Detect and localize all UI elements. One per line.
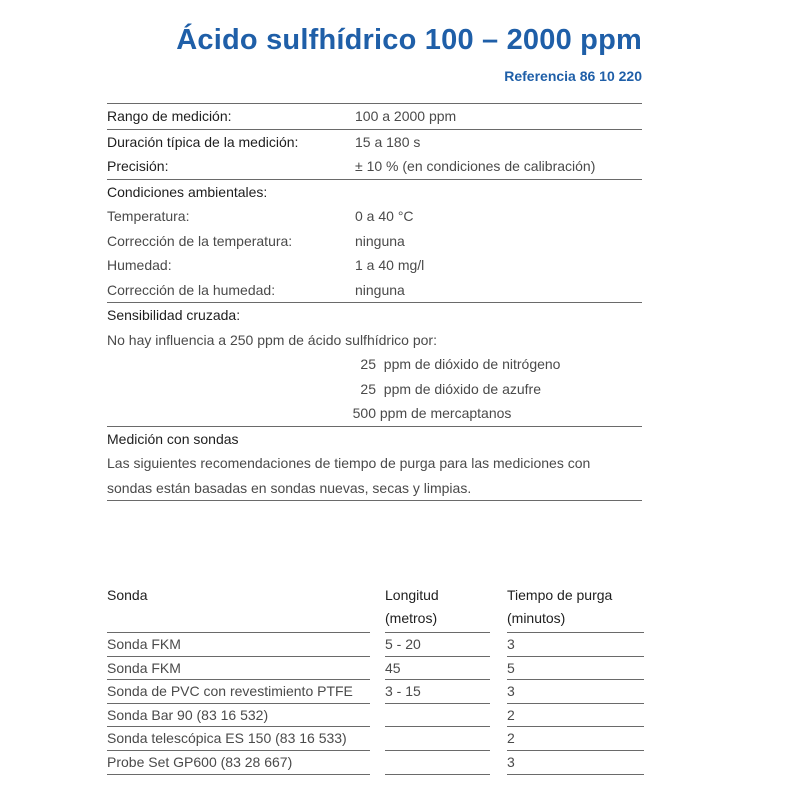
length-cell: 3 - 15 <box>385 679 490 703</box>
purge-time-cell: 3 <box>507 679 644 703</box>
spec-label: Humedad: <box>107 257 172 273</box>
spec-label: Corrección de la temperatura: <box>107 232 293 249</box>
spec-value: ± 10 % (en condiciones de calibración) <box>355 158 596 174</box>
probe-measurement-text: sondas están basadas en sondas nuevas, secas y limpias. <box>107 476 642 502</box>
probe-cell: Probe Set GP600 (83 28 667) <box>107 750 370 775</box>
probe-cell: Sonda Bar 90 (83 16 532) <box>107 703 370 727</box>
purge-time-cell: 5 <box>507 656 644 680</box>
probe-purge-table <box>107 584 647 773</box>
length-cell <box>385 703 490 727</box>
purge-time-cell: 2 <box>507 703 644 727</box>
cross-item-amount: 25 <box>360 380 376 397</box>
probe-cell: Sonda de PVC con revestimiento PTFE <box>107 679 370 703</box>
cross-item-text: ppm de dióxido de nitrógeno <box>383 356 561 372</box>
table-header <box>107 584 647 632</box>
ambient-heading: Condiciones ambientales: <box>107 183 268 200</box>
cross-item-text: ppm de mercaptanos <box>379 405 512 421</box>
page-title: Ácido sulfhídrico 100 – 2000 ppm <box>176 24 642 56</box>
spec-label: Duración típica de la medición: <box>107 133 299 150</box>
spec-label: Corrección de la humedad: <box>107 281 276 298</box>
spec-row-duration <box>107 130 642 155</box>
spec-label: Rango de medición: <box>107 108 232 124</box>
table-row <box>107 656 647 680</box>
column-header-probe: Sonda <box>107 587 148 603</box>
column-header-purge-time: Tiempo de purga (minutos) <box>507 587 613 626</box>
spec-value: 15 a 180 s <box>355 133 421 150</box>
spec-row-range <box>107 103 642 130</box>
length-cell <box>385 726 490 750</box>
probe-cell: Sonda FKM <box>107 632 370 656</box>
spec-value: 0 a 40 °C <box>355 208 414 224</box>
cross-sensitivity-heading: Sensibilidad cruzada: <box>107 307 241 323</box>
cross-item <box>107 377 642 402</box>
spec-value: ninguna <box>355 232 405 249</box>
spec-label: Precisión: <box>107 158 169 174</box>
spec-value: ninguna <box>355 281 405 298</box>
table-row <box>107 703 647 727</box>
cross-item-amount: 25 <box>360 356 376 372</box>
cross-item-amount: 500 <box>352 405 376 421</box>
probe-measurement-heading: Medición con sondas <box>107 430 239 447</box>
table-row <box>107 726 647 750</box>
length-cell: 5 - 20 <box>385 632 490 656</box>
spec-label: Temperatura: <box>107 208 190 224</box>
spec-row-precision <box>107 154 642 180</box>
cross-item-text: ppm de dióxido de azufre <box>383 380 541 397</box>
purge-time-cell: 2 <box>507 726 644 750</box>
spec-row-humidity <box>107 253 642 278</box>
probe-cell: Sonda FKM <box>107 656 370 680</box>
probe-cell: Sonda telescópica ES 150 (83 16 533) <box>107 726 370 750</box>
purge-time-cell: 3 <box>507 632 644 656</box>
probe-measurement-text: Las siguientes recomendaciones de tiempo de purga para las mediciones con <box>107 455 591 471</box>
specifications-section <box>107 103 642 501</box>
table-row <box>107 750 647 774</box>
spec-value: 100 a 2000 ppm <box>355 108 457 124</box>
cross-sensitivity-intro: No hay influencia a 250 ppm de ácido sulfhídrico por: <box>107 331 437 348</box>
table-row <box>107 679 647 703</box>
spec-row-temperature <box>107 204 642 229</box>
cross-item <box>107 401 642 427</box>
reference-number: Referencia 86 10 220 <box>504 68 642 84</box>
spec-value: 1 a 40 mg/l <box>355 257 425 273</box>
length-cell: 45 <box>385 656 490 680</box>
spec-row-temp-correction <box>107 229 642 254</box>
column-header-length: Longitud (metros) <box>385 587 439 626</box>
cross-item <box>107 352 642 377</box>
purge-time-cell: 3 <box>507 750 644 775</box>
table-row <box>107 632 647 656</box>
length-cell <box>385 750 490 775</box>
spec-row-humidity-correction <box>107 278 642 304</box>
